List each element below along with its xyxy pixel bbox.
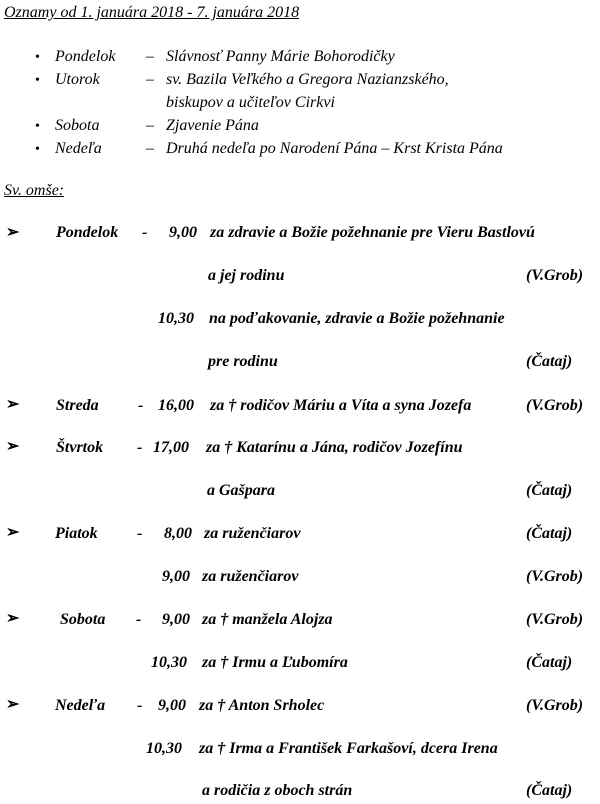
mass-time: 10,30	[146, 740, 182, 757]
mass-intention: za † rodičov Máriu a Víta a syna Jozefa	[210, 397, 472, 414]
arrow-bullet-icon: ➢	[6, 224, 20, 241]
mass-time: 9,00	[162, 568, 190, 585]
mass-day-name: Piatok	[55, 525, 98, 542]
mass-place: (Čataj)	[526, 482, 573, 499]
mass-place: (Čataj)	[526, 353, 573, 370]
mass-intention: a Gašpara	[207, 482, 276, 499]
mass-intention: za ruženčiarov	[202, 568, 299, 585]
feast-text: Druhá nedeľa po Narodení Pána – Krst Krista Pána	[166, 140, 503, 157]
feast-text: sv. Bazila Veľkého a Gregora Nazianzského,	[166, 71, 449, 88]
mass-dash: -	[137, 439, 143, 456]
mass-intention: za † Irma a František Farkašoví, dcera Irena	[199, 740, 498, 757]
mass-time: 10,30	[158, 310, 194, 327]
mass-intention: a rodičia z oboch strán	[202, 782, 353, 799]
mass-intention: za ruženčiarov	[204, 525, 301, 542]
mass-intention: pre rodinu	[208, 353, 278, 370]
mass-dash: -	[138, 397, 144, 414]
mass-place: (V.Grob)	[526, 267, 584, 284]
feast-text-continued: biskupov a učiteľov Cirkvi	[166, 94, 335, 111]
masses-heading: Sv. omše:	[4, 182, 65, 199]
mass-time: 8,00	[164, 525, 192, 542]
feast-dash: –	[146, 48, 154, 65]
mass-intention: na poďakovanie, zdravie a Božie požehnanie	[209, 310, 505, 327]
feast-text: Slávnosť Panny Márie Bohorodičky	[166, 48, 395, 65]
feast-day: Sobota	[55, 117, 100, 134]
feast-day: Utorok	[55, 71, 100, 88]
page-title: Oznamy od 1. januára 2018 - 7. januára 2018	[4, 4, 300, 21]
mass-place: (Čataj)	[526, 525, 573, 542]
mass-intention: za † manžela Alojza	[202, 611, 333, 628]
mass-day-name: Pondelok	[56, 224, 119, 241]
mass-dash: -	[136, 611, 142, 628]
mass-time: 10,30	[151, 654, 187, 671]
mass-dash: -	[137, 697, 143, 714]
mass-intention: za zdravie a Božie požehnanie pre Vieru Bastlovú	[210, 224, 535, 241]
arrow-bullet-icon: ➢	[6, 696, 20, 713]
mass-time: 17,00	[153, 439, 189, 456]
mass-day-name: Štvrtok	[56, 439, 104, 456]
mass-place: (V.Grob)	[526, 697, 584, 714]
mass-intention: za † Katarínu a Jána, rodičov Jozefínu	[206, 439, 463, 456]
arrow-bullet-icon: ➢	[6, 396, 20, 413]
bullet-icon: •	[35, 50, 40, 65]
mass-place: (V.Grob)	[526, 397, 584, 414]
mass-time: 16,00	[158, 397, 194, 414]
feast-dash: –	[146, 117, 154, 134]
mass-dash: -	[142, 224, 148, 241]
arrow-bullet-icon: ➢	[6, 438, 20, 455]
feast-dash: –	[146, 71, 154, 88]
mass-day-name: Streda	[56, 397, 99, 414]
bullet-icon: •	[35, 73, 40, 88]
bullet-icon: •	[35, 119, 40, 134]
mass-time: 9,00	[158, 697, 186, 714]
mass-time: 9,00	[169, 224, 197, 241]
arrow-bullet-icon: ➢	[6, 610, 20, 627]
feast-day: Nedeľa	[55, 140, 102, 157]
mass-place: (Čataj)	[526, 782, 573, 799]
mass-intention: a jej rodinu	[208, 267, 285, 284]
bullet-icon: •	[35, 142, 40, 157]
mass-dash: -	[137, 525, 143, 542]
mass-place: (V.Grob)	[526, 568, 584, 585]
feast-dash: –	[146, 140, 154, 157]
mass-intention: za † Irmu a Ľubomíra	[202, 654, 348, 671]
feast-day: Pondelok	[55, 48, 116, 65]
mass-day-name: Sobota	[60, 611, 106, 628]
arrow-bullet-icon: ➢	[6, 524, 20, 541]
mass-place: (Čataj)	[526, 654, 573, 671]
mass-day-name: Nedeľa	[55, 697, 106, 714]
feast-text: Zjavenie Pána	[166, 117, 259, 134]
mass-time: 9,00	[162, 611, 190, 628]
mass-intention: za † Anton Srholec	[199, 697, 325, 714]
mass-place: (V.Grob)	[526, 611, 584, 628]
